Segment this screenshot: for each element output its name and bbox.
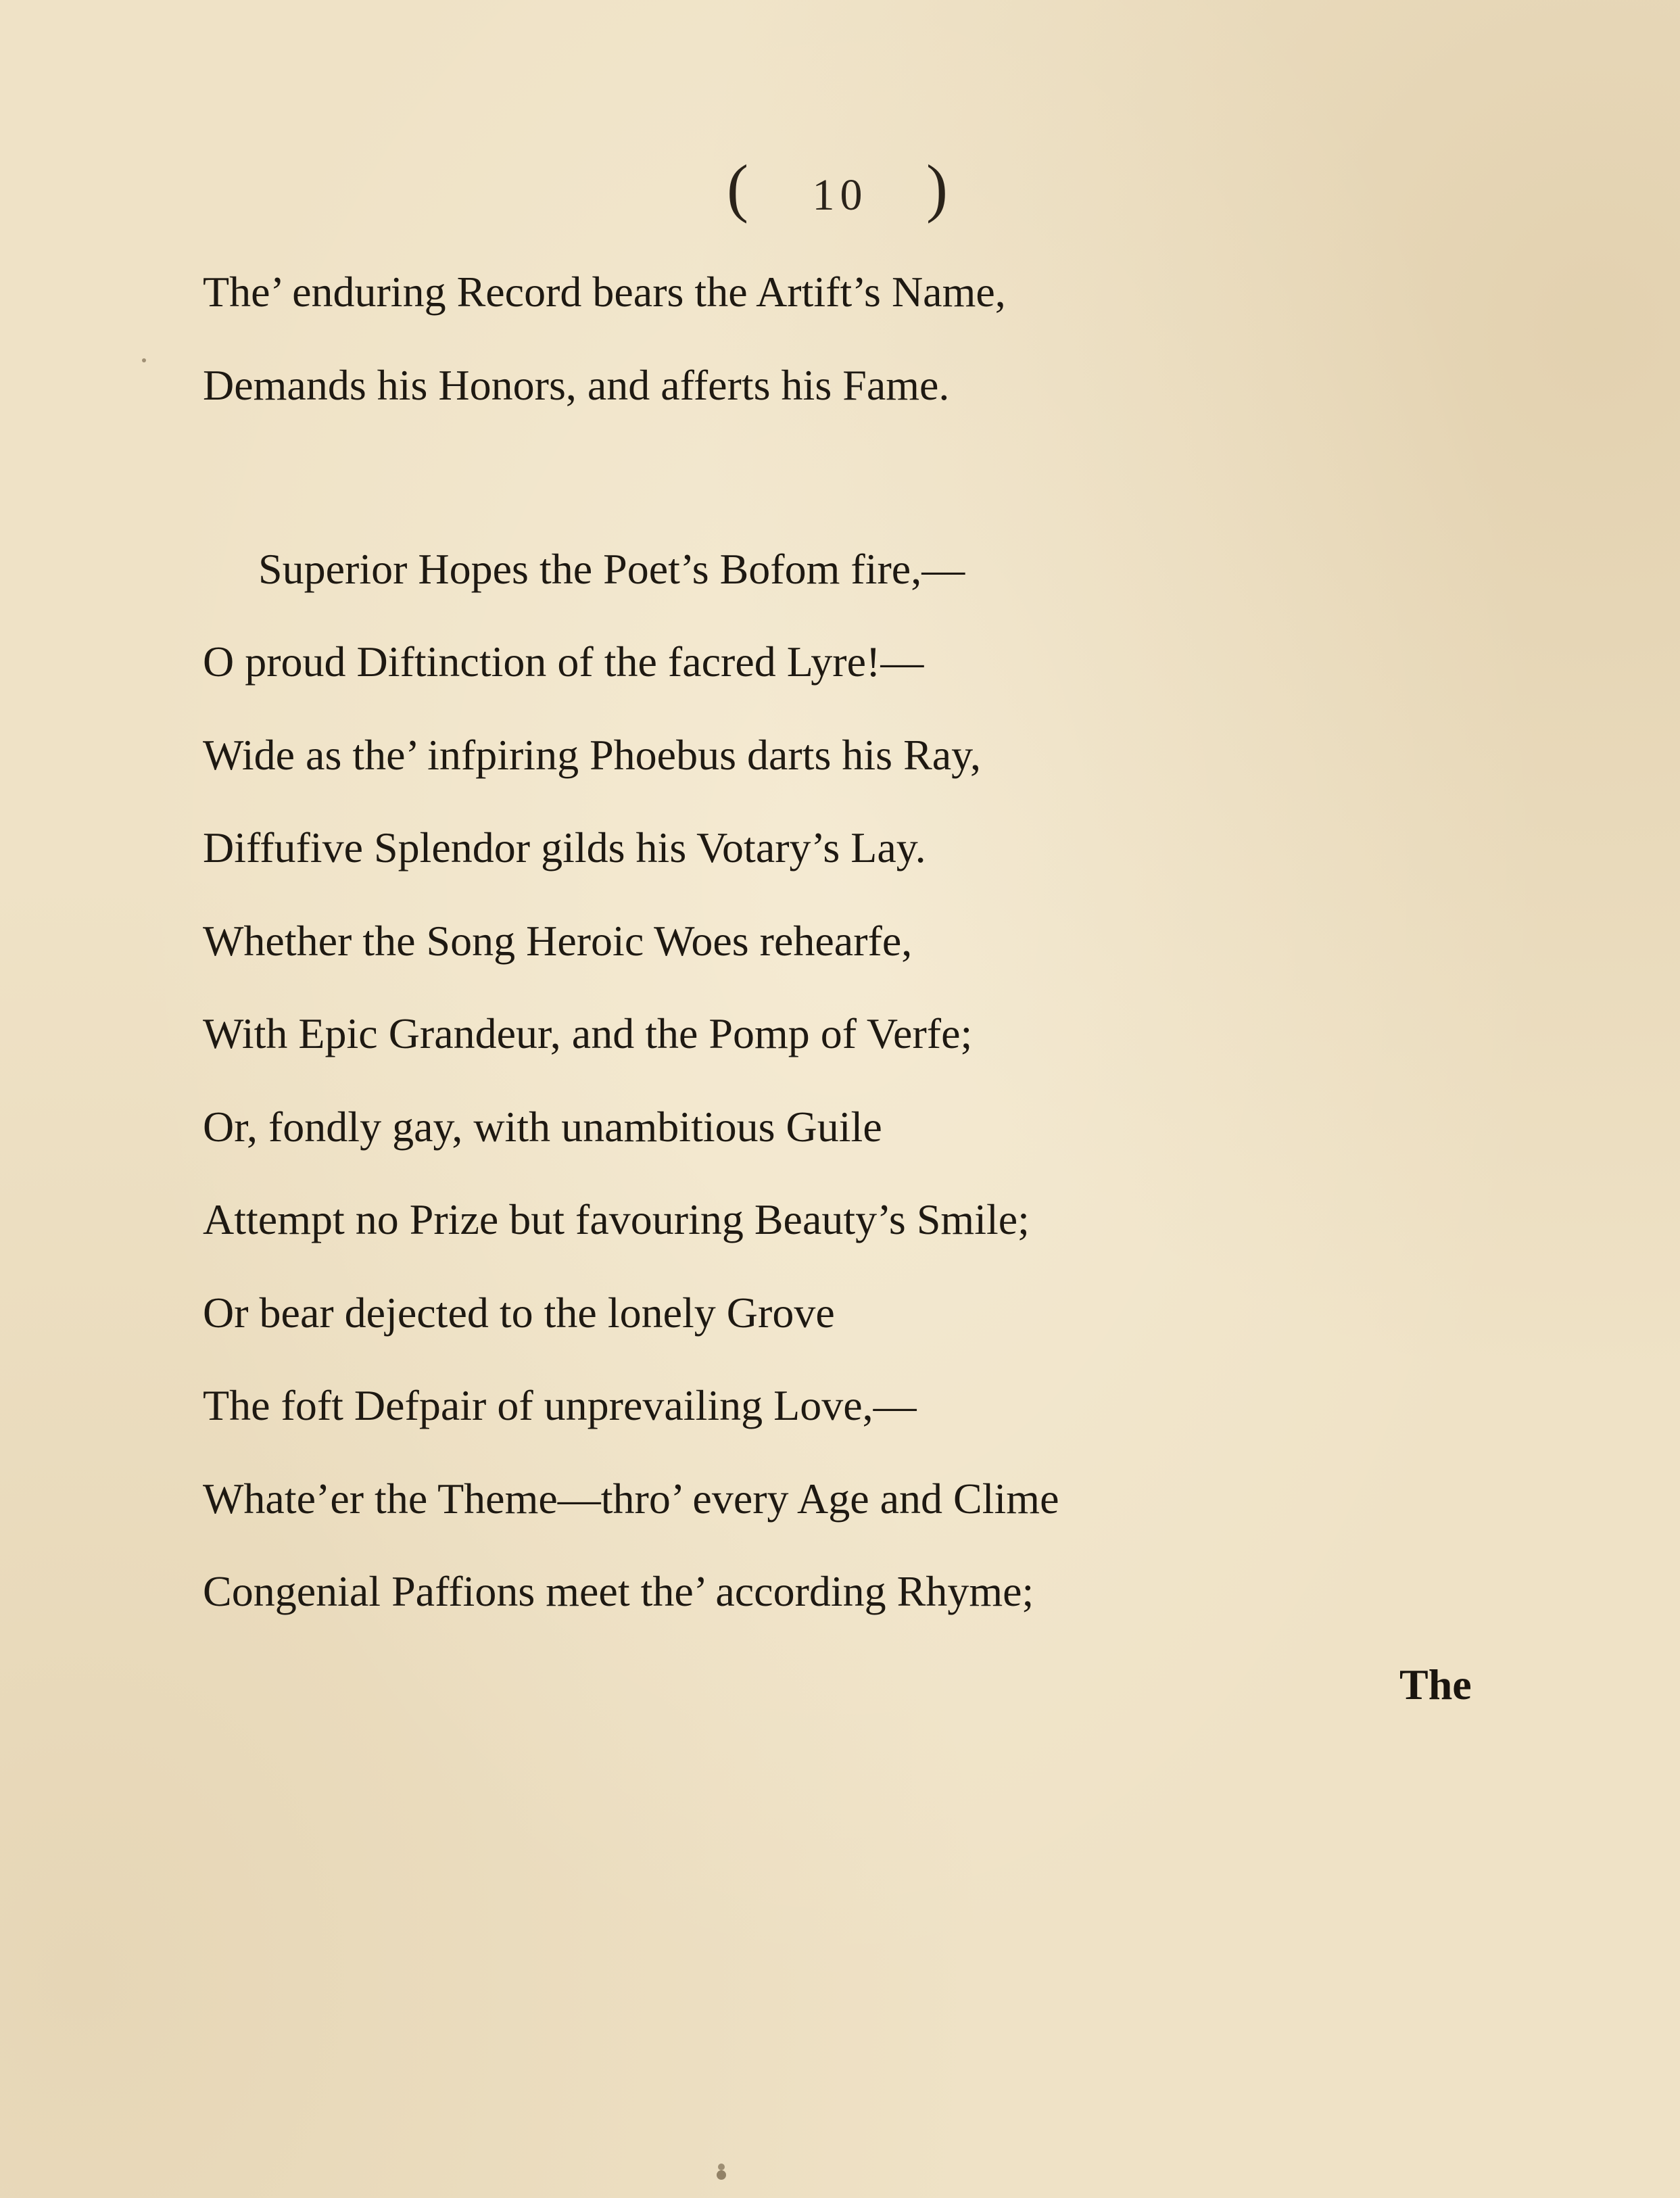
paper-speck [142,358,146,362]
poem-line: The’ enduring Record bears the Artift’s Name, [203,268,1006,316]
catchword: The [1399,1661,1472,1709]
page-header [0,150,1680,225]
header-close-paren: ) [926,151,953,224]
poem-line: The foft Defpair of unprevailing Love,— [203,1381,917,1429]
poem-line: Diffufive Splendor gilds his Votary’s Lay. [203,823,926,871]
poem-line: Whether the Song Heroic Woes rehearfe, [203,917,913,965]
paper-speck [717,2170,726,2180]
header-open-paren: ( [727,151,754,224]
poem-line: Congenial Paffions meet the’ according Rhyme; [203,1567,1034,1615]
poem-line: Demands his Honors, and afferts his Fame. [203,361,950,409]
poem-line: Superior Hopes the Poet’s Bofom fire,— [258,545,965,593]
poem-line: Wide as the’ infpiring Phoebus darts his Ray, [203,731,981,779]
paper-speck [718,2164,725,2170]
page-number: 10 [812,170,868,220]
poem-line: Whate’er the Theme—thro’ every Age and Clime [203,1475,1059,1523]
poem-line: Attempt no Prize but favouring Beauty’s Smile; [203,1195,1030,1243]
poem-line: Or, fondly gay, with unambitious Guile [203,1103,882,1151]
poem-line: Or bear dejected to the lonely Grove [203,1289,835,1337]
poem-line: O proud Diftinction of the facred Lyre!— [203,638,924,686]
poem-line: With Epic Grandeur, and the Pomp of Verfe; [203,1009,973,1057]
